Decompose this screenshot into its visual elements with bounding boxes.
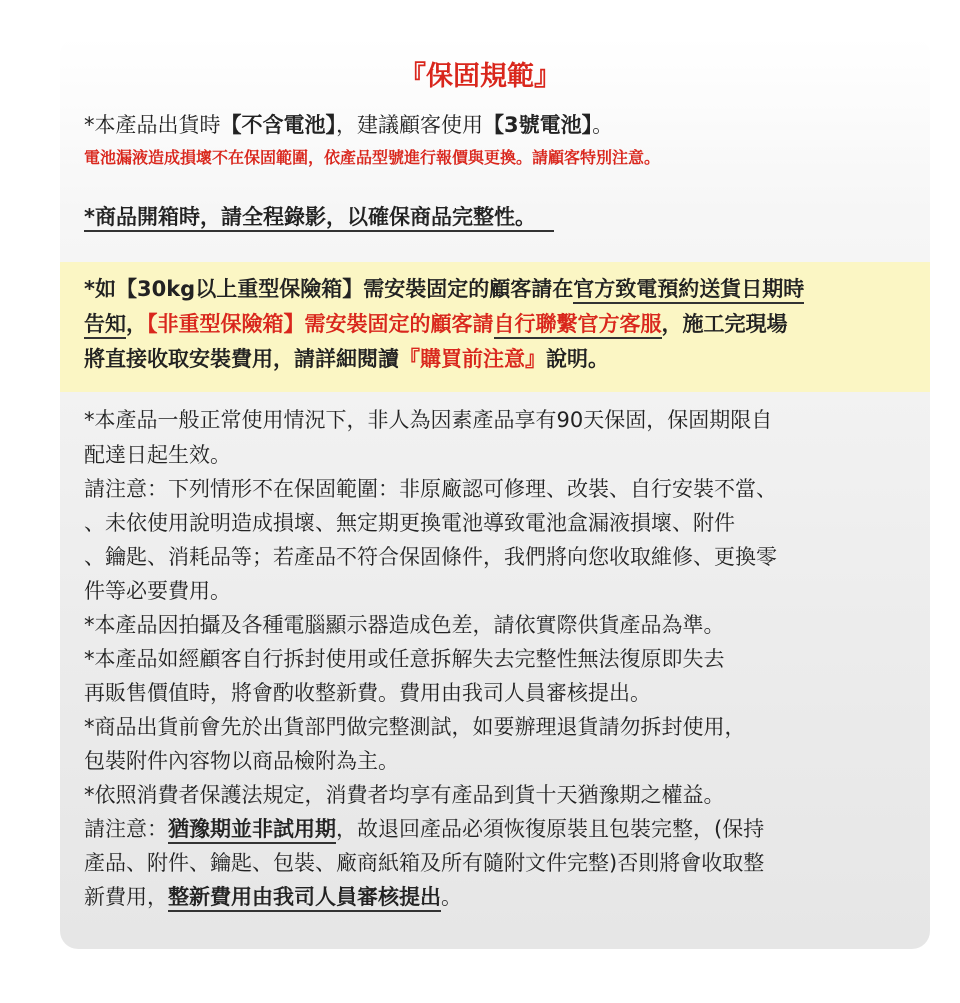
return-line-1 <box>84 814 764 844</box>
heavy-comma: ， <box>126 312 147 336</box>
contact-service-text: 自行聯繫官方客服 <box>494 312 662 339</box>
heavy-line-2 <box>84 309 788 339</box>
term-line: 配達日起生效。 <box>84 443 231 467</box>
no-battery-label: 【不含電池】 <box>220 113 336 137</box>
heavy-line-3 <box>84 344 609 374</box>
return-line-2: 產品、附件、鑰匙、包裝、廠商紙箱及所有隨附文件完整)否則將會收取整 <box>84 851 765 875</box>
heavy-text-1: *如【30kg以上重型保險箱】需安裝固定的顧客請在 <box>84 277 574 301</box>
term-line: 再販售價值時，將會酌收整新費。費用由我司人員審核提出。 <box>84 681 651 705</box>
return-line-3 <box>84 882 462 912</box>
term-line: *本產品如經顧客自行拆封使用或任意拆解失去完整性無法復原即失去 <box>84 647 725 671</box>
term-line: 請注意：下列情形不在保固範圍：非原廠認可修理、改裝、自行安裝不當、 <box>84 477 777 501</box>
battery-end: 。 <box>592 113 614 137</box>
aaa-battery-label: 【3號電池】 <box>483 113 593 137</box>
not-trial-period: 猶豫期並非試用期 <box>168 817 336 844</box>
heavy-text-3: 將直接收取安裝費用，請詳細閱讀 <box>84 347 399 371</box>
battery-mid: ，建議顧客使用 <box>336 113 483 137</box>
refurb-fee-note: 整新費用由我司人員審核提出 <box>168 885 441 912</box>
heavy-text-4: 說明。 <box>546 347 609 371</box>
battery-prefix: *本產品出貨時 <box>84 113 221 137</box>
term-line: 件等必要費用。 <box>84 579 231 603</box>
term-line: 、未依使用說明造成損壞、無定期更換電池導致電池盒漏液損壞、附件 <box>84 511 735 535</box>
return-text-1: ，故退回產品必須恢復原裝且包裝完整，(保持 <box>336 817 765 841</box>
pre-purchase-note: 『購買前注意』 <box>399 347 546 371</box>
unbox-notice <box>84 202 554 232</box>
return-prefix: 請注意： <box>84 817 168 841</box>
term-line: 包裝附件內容物以商品檢附為主。 <box>84 749 399 773</box>
non-heavy-text: 【非重型保險箱】需安裝固定的顧客請 <box>147 312 494 336</box>
heavy-underline-1: 官方致電預約送貨日期時 <box>573 277 804 304</box>
term-line: *本產品因拍攝及各種電腦顯示器造成色差，請依實際供貨產品為準。 <box>84 613 725 637</box>
battery-warning: 電池漏液造成損壞不在保固範圍，依產品型號進行報價與更換。請顧客特別注意。 <box>84 148 661 167</box>
heavy-line-1 <box>84 274 804 304</box>
term-line: 、鑰匙、消耗品等；若產品不符合保固條件，我們將向您收取維修、更換零 <box>84 545 777 569</box>
page-title: 『保固規範』 <box>399 61 561 92</box>
term-line: *依照消費者保護法規定，消費者均享有產品到貨十天猶豫期之權益。 <box>84 783 725 807</box>
heavy-text-2: ，施工完現場 <box>661 312 788 336</box>
return-end: 。 <box>441 885 462 909</box>
heavy-underline-2: 告知 <box>84 312 126 339</box>
return-text-3: 新費用， <box>84 885 168 909</box>
battery-line <box>84 110 613 140</box>
term-line: *商品出貨前會先於出貨部門做完整測試，如要辦理退貨請勿拆封使用， <box>84 715 746 739</box>
term-line: *本產品一般正常使用情況下，非人為因素產品享有90天保固，保固期限自 <box>84 408 773 432</box>
unbox-text: *商品開箱時，請全程錄影，以確保商品完整性。 <box>84 205 554 232</box>
